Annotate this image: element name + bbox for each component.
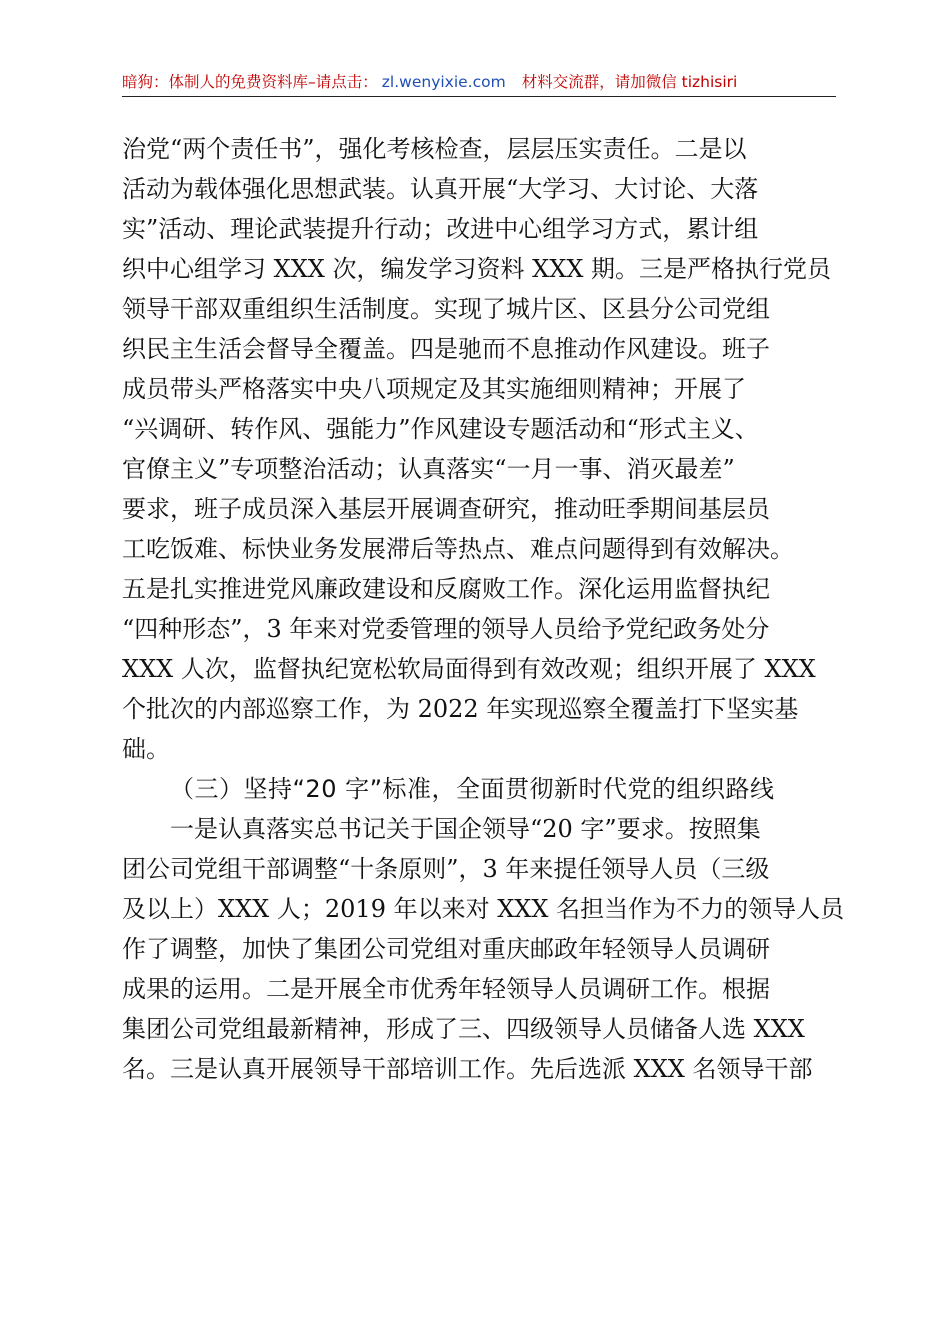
paragraph-line: 织中心组学习 XXX 次，编发学习资料 XXX 期。三是严格执行党员	[122, 255, 832, 283]
paragraph-line: 工吃饭难、标快业务发展滞后等热点、难点问题得到有效解决。	[122, 535, 794, 563]
paragraph-line: 治党“两个责任书”，强化考核检查，层层压实责任。二是以	[122, 135, 747, 163]
paragraph-line: XXX 人次，监督执纪宽松软局面得到有效改观；组织开展了 XXX	[122, 655, 816, 683]
document-body	[122, 129, 850, 1089]
paragraph-line: 活动为载体强化思想武装。认真开展“大学习、大讨论、大落	[122, 175, 759, 203]
paragraph-line: 及以上）XXX 人；2019 年以来对 XXX 名担当作为不力的领导人员	[122, 895, 845, 923]
paragraph-line: 团公司党组干部调整“十条原则”，3 年来提任领导人员（三级	[122, 855, 770, 883]
paragraph-line: “兴调研、转作风、强能力”作风建设专题活动和“形式主义、	[122, 415, 759, 443]
watermark-header	[122, 70, 836, 94]
paragraph-line: 作了调整，加快了集团公司党组对重庆邮政年轻领导人员调研	[122, 935, 770, 963]
paragraph-line: 一是认真落实总书记关于国企领导“20 字”要求。按照集	[170, 815, 761, 843]
section-heading: （三）坚持“20 字”标准，全面贯彻新时代党的组织路线	[170, 775, 775, 803]
paragraph-line: 础。	[122, 735, 170, 763]
paragraph-line: 成员带头严格落实中央八项规定及其实施细则精神；开展了	[122, 375, 746, 403]
paragraph-line: 个批次的内部巡察工作，为 2022 年实现巡察全覆盖打下坚实基	[122, 695, 799, 723]
paragraph-line: “四种形态”，3 年来对党委管理的领导人员给予党纪政务处分	[122, 615, 770, 643]
header-url-link[interactable]: zl.wenyixie.com	[381, 73, 506, 91]
paragraph-line: 成果的运用。二是开展全市优秀年轻领导人员调研工作。根据	[122, 975, 770, 1003]
paragraph-line: 织民主生活会督导全覆盖。四是驰而不息推动作风建设。班子	[122, 335, 770, 363]
header-contact: 材料交流群，请加微信 tizhisiri	[521, 73, 738, 91]
header-divider	[122, 96, 836, 97]
paragraph-line: 名。三是认真开展领导干部培训工作。先后选派 XXX 名领导干部	[122, 1055, 813, 1083]
paragraph-line: 实”活动、理论武装提升行动；改进中心组学习方式，累计组	[122, 215, 759, 243]
paragraph-line: 领导干部双重组织生活制度。实现了城片区、区县分公司党组	[122, 295, 770, 323]
header-prompt: –请点击：	[308, 73, 378, 91]
header-brand: 暗狗：体制人的免费资料库	[122, 73, 309, 91]
paragraph-line: 集团公司党组最新精神，形成了三、四级领导人员储备人选 XXX	[122, 1015, 805, 1043]
paragraph-line: 要求，班子成员深入基层开展调查研究，推动旺季期间基层员	[122, 495, 770, 523]
paragraph-line: 五是扎实推进党风廉政建设和反腐败工作。深化运用监督执纪	[122, 575, 770, 603]
paragraph-line: 官僚主义”专项整治活动；认真落实“一月一事、消灭最差”	[122, 455, 735, 483]
